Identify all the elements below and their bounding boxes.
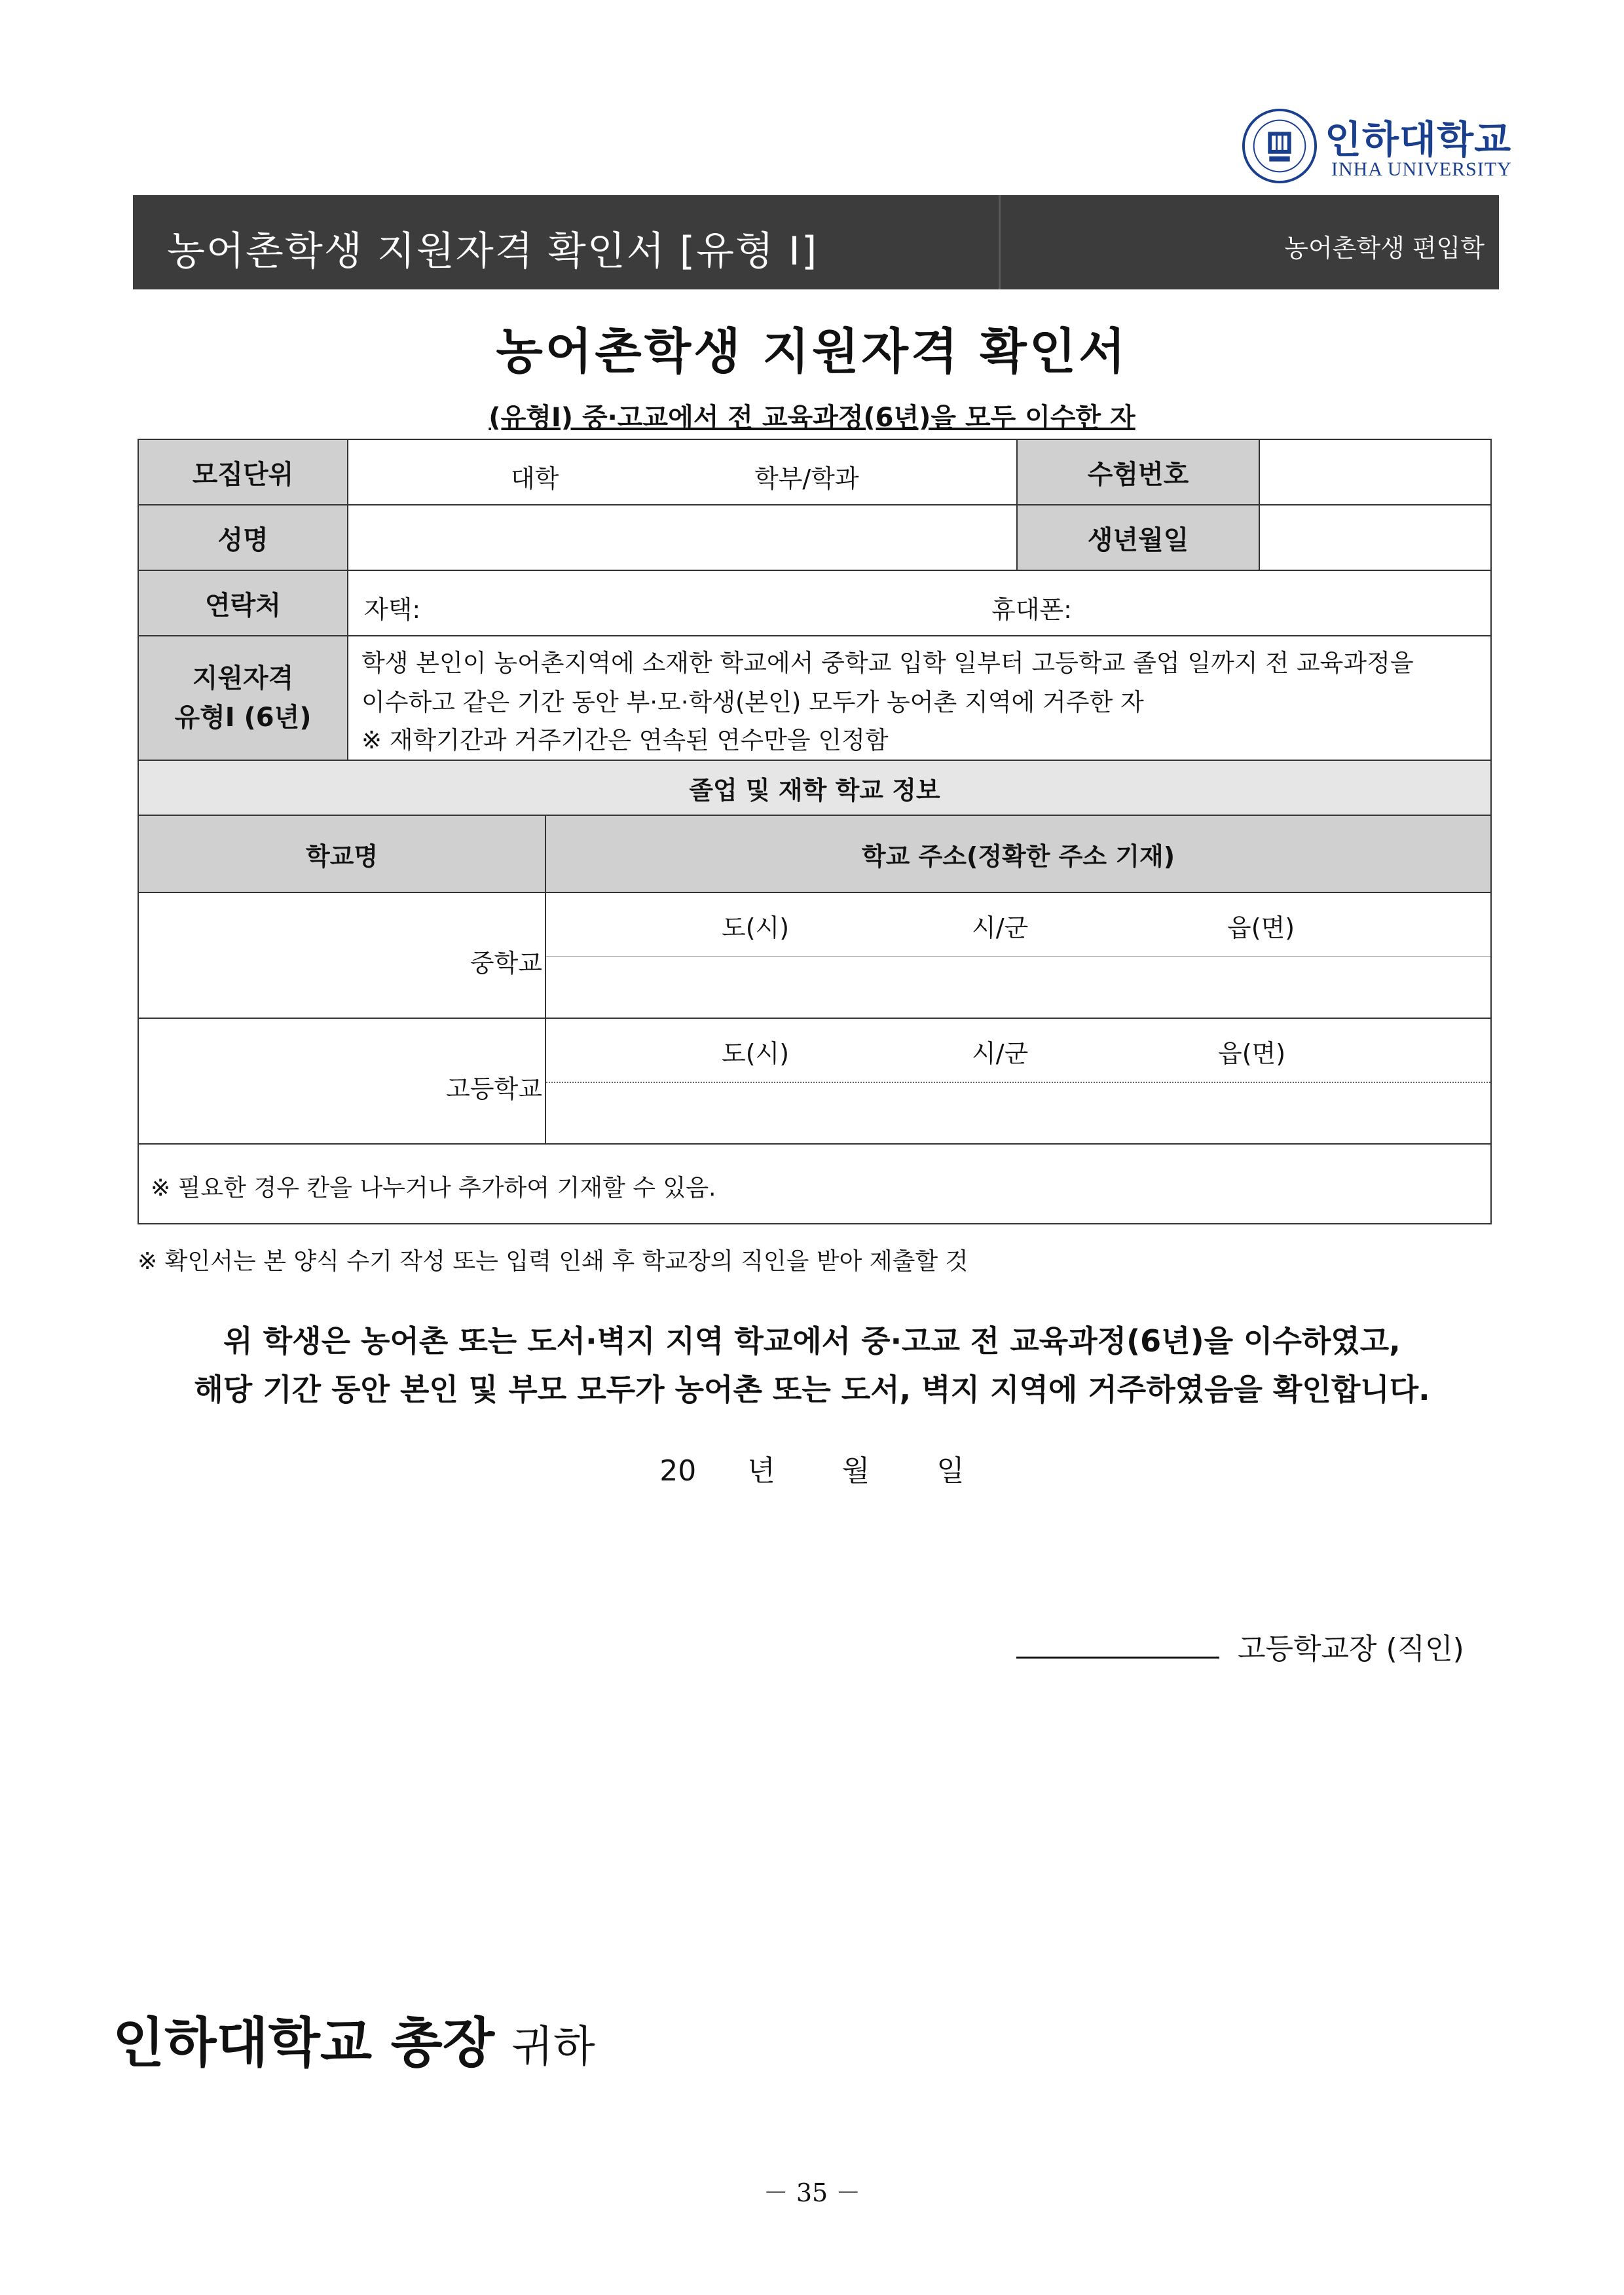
- banner-category: 농어촌학생 편입학: [1284, 234, 1485, 263]
- document-subtitle: (유형Ⅰ) 중·고교에서 전 교육과정(6년)을 모두 이수한 자: [489, 403, 1135, 433]
- document-subtitle-wrap: [0, 397, 1624, 434]
- logo-korean-text: 인하대학교: [1325, 117, 1512, 162]
- university-logo: [1241, 105, 1529, 190]
- qualification-form: [138, 439, 1492, 1224]
- qualification-line-2: 이수하고 같은 기간 동안 부·모·학생(본인) 모두가 농어촌 지역에 거주한 자: [361, 688, 1144, 716]
- high-school-address-cell[interactable]: [546, 1019, 1490, 1145]
- page-number: － 35 －: [763, 2178, 861, 2207]
- contact-field[interactable]: [348, 571, 1490, 636]
- date-month-label: 월: [841, 1454, 870, 1488]
- form-footnote: ※ 필요한 경우 칸을 나누거나 추가하여 기재할 수 있음.: [151, 1175, 716, 1202]
- middle-school-address-cell[interactable]: [546, 893, 1490, 1019]
- addressee-suffix: 귀하: [511, 2021, 595, 2072]
- high-school-province: 도(시): [722, 1039, 790, 1068]
- header-banner: [133, 195, 1499, 289]
- signature-line[interactable]: [1016, 1657, 1219, 1659]
- middle-school-town: 읍(면): [1227, 913, 1295, 942]
- name-label: 성명: [139, 505, 348, 571]
- middle-school-address-divider: [546, 956, 1490, 957]
- exam-number-label: 수험번호: [1018, 440, 1260, 505]
- department-label: 학부/학과: [754, 464, 859, 493]
- mobile-label: 휴대폰:: [991, 595, 1072, 624]
- contact-label: 연락처: [139, 571, 348, 636]
- submission-note: ※ 확인서는 본 양식 수기 작성 또는 입력 인쇄 후 학교장의 직인을 받아 제출할 것: [138, 1248, 969, 1275]
- date-day-label: 일: [936, 1454, 965, 1488]
- university-seal-icon: [1241, 107, 1318, 185]
- form-footnote-cell: [139, 1145, 1490, 1223]
- middle-school-name-cell[interactable]: [139, 893, 546, 1019]
- qualification-label-line1: 지원자격: [192, 663, 294, 693]
- recruit-unit-field[interactable]: [348, 440, 1018, 505]
- statement-line-1: 위 학생은 농어촌 또는 도서·벽지 지역 학교에서 중·고교 전 교육과정(6년)을 이수하였고,: [223, 1323, 1401, 1359]
- qualification-label: [139, 636, 348, 761]
- document-title: 농어촌학생 지원자격 확인서: [496, 323, 1128, 380]
- addressee-name: 인하대학교 총장: [113, 2012, 495, 2074]
- birthdate-field[interactable]: [1260, 505, 1490, 571]
- high-school-label: 고등학교: [446, 1074, 542, 1103]
- university-label: 대학: [511, 464, 559, 493]
- date-line: [0, 1447, 1624, 1489]
- middle-school-city: 시/군: [972, 913, 1029, 942]
- home-phone-label: 자택:: [364, 595, 421, 624]
- qualification-line-3: ※ 재학기간과 거주기간은 연속된 연수만을 인정함: [361, 726, 889, 754]
- high-school-city: 시/군: [972, 1039, 1029, 1068]
- middle-school-province: 도(시): [722, 913, 790, 942]
- logo-english-text: INHA UNIVERSITY: [1331, 158, 1512, 180]
- principal-signature-label: 고등학교장 (직인): [1238, 1632, 1464, 1666]
- exam-number-field[interactable]: [1260, 440, 1490, 505]
- high-school-address-divider: [546, 1082, 1490, 1083]
- birthdate-label: 생년월일: [1018, 505, 1260, 571]
- addressee: [113, 2000, 595, 2077]
- school-section-title: 졸업 및 재학 학교 정보: [139, 761, 1490, 816]
- banner-title: 농어촌학생 지원자격 확인서 [유형 Ⅰ]: [167, 229, 819, 274]
- recruit-unit-label: 모집단위: [139, 440, 348, 505]
- high-school-name-cell[interactable]: [139, 1019, 546, 1145]
- statement-line-2: 해당 기간 동안 본인 및 부모 모두가 농어촌 또는 도서, 벽지 지역에 거주하였음을 확인합니다.: [194, 1372, 1430, 1407]
- school-name-header: 학교명: [139, 816, 546, 893]
- qualification-label-line2: 유형Ⅰ (6년): [174, 703, 312, 733]
- middle-school-label: 중학교: [470, 949, 542, 978]
- banner-divider: [999, 195, 1001, 289]
- qualification-line-1: 학생 본인이 농어촌지역에 소재한 학교에서 중학교 입학 일부터 고등학교 졸업 일까지 전 교육과정을: [361, 649, 1414, 677]
- name-field[interactable]: [348, 505, 1018, 571]
- qualification-description: [348, 636, 1490, 761]
- date-year-label: 년: [747, 1454, 775, 1488]
- date-year-prefix: 20: [659, 1454, 697, 1488]
- school-address-header: 학교 주소(정확한 주소 기재): [546, 816, 1490, 893]
- high-school-town: 읍(면): [1218, 1039, 1286, 1068]
